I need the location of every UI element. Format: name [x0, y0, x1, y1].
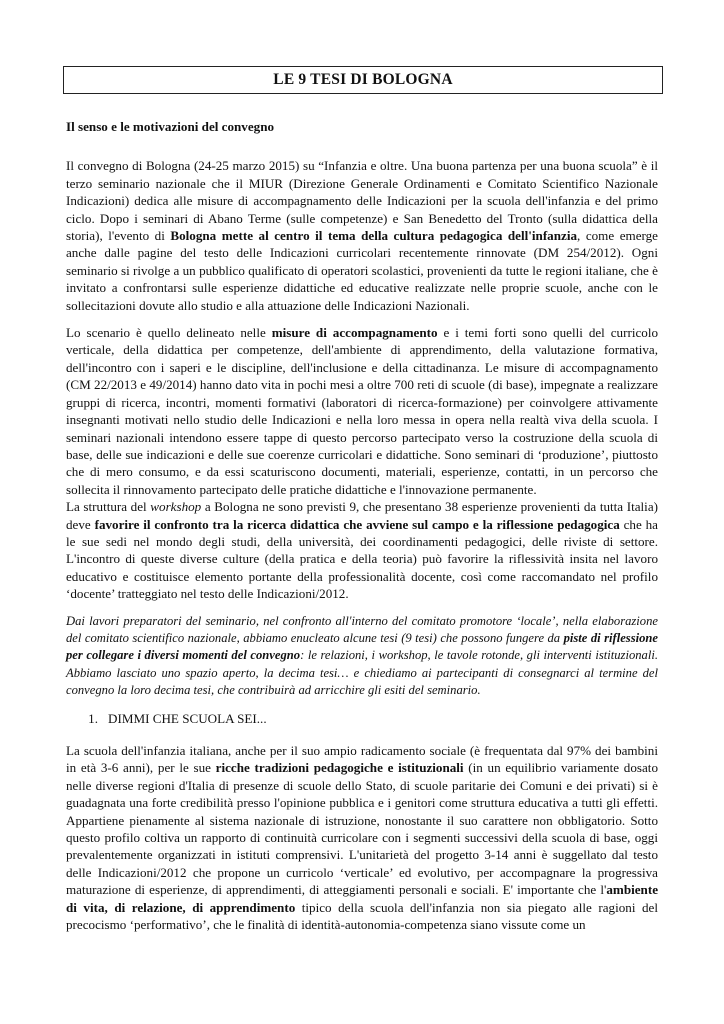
heading-number: 1. — [88, 710, 98, 726]
document-title: LE 9 TESI DI BOLOGNA — [273, 71, 453, 88]
document-body — [66, 118, 658, 933]
paragraph-tesi-intro — [66, 613, 658, 700]
text-run: e i temi forti sono quelli del curricolo verticale, della didattica per competenze, dell'ambiente di apprendimento, della valutazione formativa, dell'incontro con i saperi e le discipline, dell'inclusione e della cittadinanza. Le misure di accompagnamento (CM 22/2013 e 49/2014) hanno dato vita in pochi mesi a oltre 700 reti di scuole (di base), impegnate a realizzare gruppi di ricerca, incontri, momenti formativi (laboratori di ricerca-formazione) per coinvolgere attivamente insegnanti motivati nello studio delle Indicazioni e nella loro messa in opera nella realtà viva della scuola. I seminari nazionali intendono essere tappe di questo percorso partecipato verso la costruzione della scuola di base, delle sue indicazioni e delle sue coerenze curricolari e didattiche. Sono seminari di ‘produzione’, piuttosto che di mero consumo, e da essi scaturiscono documenti, materiali, esperienze, contatti, in un percorso che sollecita il rinnovamento partecipato delle pratiche didattiche e l'innovazione permanente. — [66, 325, 659, 497]
text-run: a Bologna ne sono previsti 9, che presentano 38 esperienze provenienti da tutta Italia) deve — [66, 499, 658, 532]
paragraph-scenario — [66, 324, 658, 498]
text-run: (in un equilibrio variamente dosato nelle diverse regioni d'Italia di presenze di scuole dello Stato, di scuole paritarie dei Comuni e dei privati) si è guadagnata una forte credibilità presso l'opinione pubblica e i genitori come struttura educativa a tutti gli effetti. Appartiene pienamente al sistema nazionale di istruzione, nonostante il suo carattere non obbligatorio. Sotto questo profilo coltiva un rapporto di continuità curricolare con i segmenti successivi della scuola di base, oggi prevalentemente organizzati in istituti comprensivi. L'unitarietà del progetto 3-14 anni è suggellato dal testo delle Indicazioni/2012 che propone un curricolo ‘verticale’ ed evolutivo, per accompagnare la progressiva maturazione di esperienze, di apprendimenti, di atteggiamenti personali e sociali. E' importante che l' — [66, 760, 658, 898]
text-run: La struttura del — [66, 499, 151, 515]
paragraph-scuola-infanzia — [66, 742, 658, 933]
text-run: tipico della scuola dell'infanzia non sia piegato alle ragioni del precocismo ‘performativo’, che le finalità di identità-autonomia-competenza siano vissute come un — [66, 899, 658, 933]
bold-run: favorire il confronto tra la ricerca didattica che avviene sul campo e la riflessione pedagogica — [94, 516, 620, 532]
heading-text: DIMMI CHE SCUOLA SEI... — [108, 710, 267, 726]
text-run: : le relazioni, i workshop, le tavole rotonde, gli interventi istituzionali. Abbiamo lasciato uno spazio aperto, la decima tesi… e chiediamo ai partecipanti di consegnarci al termine del convegno la loro decima tesi, che contribuirà ad arricchire gli esiti del seminario. — [66, 648, 658, 698]
text-run: che ha le sue sedi nel mondo degli studi, della università, dei coordinamenti pedagogici, delle riviste di settore. L'incontro di queste diverse culture (della pratica e della teoria) può favorire la riflessività insita nel lavoro educativo e costituisce elemento portante della professionalità docente, così come raccomandato nel profilo ‘docente’ tratteggiato nel testo delle Indicazioni/2012. — [66, 516, 658, 602]
paragraph-workshop — [66, 498, 658, 602]
text-run: Dai lavori preparatori del seminario, nel confronto all'interno del comitato promotore ‘locale’, nella elaborazione del comitato scientifico nazionale, abbiamo enucleato alcune tesi (9 tesi) che possono fungere da — [66, 613, 658, 645]
text-run: , come emerge anche dalle pagine del testo delle Indicazioni curricolari recentemente rinnovate (DM 254/2012). Ogni seminario si rivolge a un pubblico qualificato di operatori scolastici, provenienti da tutte le regioni italiane, che è invitato a confrontarsi sulle esperienze didattiche ed educative realizzate nelle proprie scuole, anche con le sollecitazioni dovute allo studio e alla attuazione delle Indicazioni Nazionali. — [66, 228, 658, 313]
numbered-heading — [66, 710, 658, 727]
text-run: La scuola dell'infanzia italiana, anche per il suo ampio radicamento sociale (è frequentata dal 97% dei bambini in età 3-6 anni), per le sue — [66, 743, 658, 776]
text-run: Lo scenario è quello delineato nelle — [66, 325, 272, 341]
paragraph-convegno — [66, 157, 658, 314]
bold-run: ambiente di vita, di relazione, di apprendimento — [66, 882, 658, 915]
title-box — [63, 66, 663, 94]
section-heading: Il senso e le motivazioni del convegno — [66, 119, 275, 134]
bold-run: Bologna mette al centro il tema della cultura pedagogica dell'infanzia — [170, 228, 578, 244]
bold-run: ricche tradizioni pedagogiche e istituzionali — [215, 760, 464, 776]
bold-run: misure di accompagnamento — [271, 325, 438, 341]
italic-run: workshop — [150, 499, 202, 515]
bold-italic-run: piste di riflessione per collegare i diversi momenti del convegno — [66, 630, 658, 663]
text-run: Il convegno di Bologna (24-25 marzo 2015) su “Infanzia e oltre. Una buona partenza per una buona scuola” è il terzo seminario nazionale che il MIUR (Direzione Generale Ordinamenti e Comitato Scientifico Nazionale Indicazioni) dedica alle misure di accompagnamento delle Indicazioni per la scuola dell'infanzia e del primo ciclo. Dopo i seminari di Abano Terme (sulle competenze) e San Benedetto del Tronto (sulla didattica della storia), l'evento di — [66, 158, 658, 244]
